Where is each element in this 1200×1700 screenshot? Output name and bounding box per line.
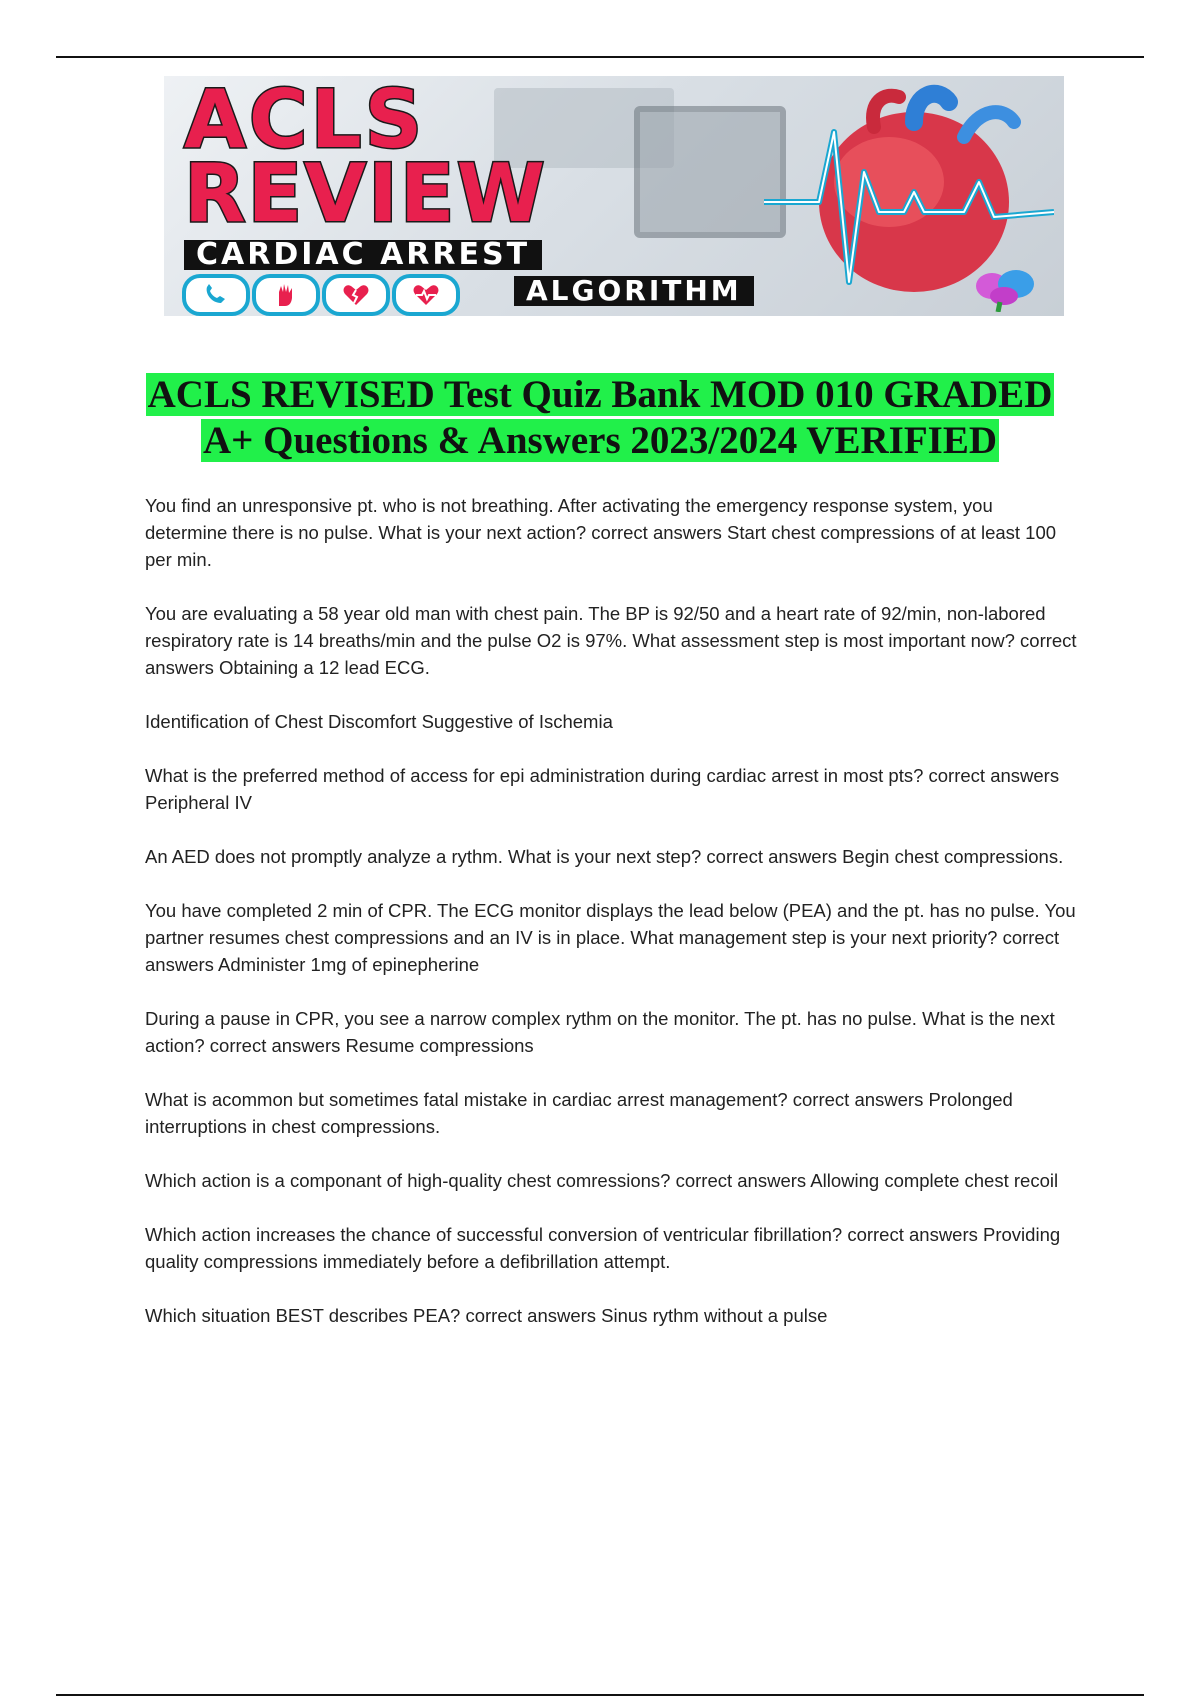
bottom-rule [56, 1694, 1144, 1696]
banner-title-line2: REVIEW [184, 147, 547, 240]
qa-paragraph: Which situation BEST describes PEA? correct answers Sinus rythm without a pulse [145, 1305, 828, 1326]
document-title [56, 372, 1144, 464]
qa-paragraph: You have completed 2 min of CPR. The ECG monitor displays the lead below (PEA) and the pt. has no pulse. You partner resumes chest compressions and an IV is in place. What management step is your next priority? correct answers Administer 1mg of epinepherine [145, 900, 1076, 975]
qa-paragraph: Which action increases the chance of successful conversion of ventricular fibrillation? correct answers Providing quality compressions immediately before a defibrillation attempt. [145, 1224, 1061, 1272]
section-heading: Identification of Chest Discomfort Suggestive of Ischemia [145, 711, 613, 732]
title-line-1: ACLS REVISED Test Quiz Bank MOD 010 GRADED [147, 373, 1053, 416]
banner-label-cardiac-arrest: CARDIAC ARREST [184, 240, 542, 270]
brain-icon [964, 266, 1044, 312]
qa-paragraph: An AED does not promptly analyze a rythm. What is your next step? correct answers Begin chest compressions. [145, 846, 1064, 867]
qa-paragraph: You find an unresponsive pt. who is not breathing. After activating the emergency response system, you determine there is no pulse. What is your next action? correct answers Start chest compressions of at least 100 per min. [145, 495, 1057, 570]
qa-paragraph: What is the preferred method of access for epi administration during cardiac arrest in most pts? correct answers Peripheral IV [145, 765, 1060, 813]
qa-paragraph: Which action is a componant of high-quality chest comressions? correct answers Allowing complete chest recoil [145, 1170, 1059, 1191]
hand-icon [252, 274, 320, 316]
qa-content [145, 492, 1080, 1356]
qa-paragraph: You are evaluating a 58 year old man with chest pain. The BP is 92/50 and a heart rate of 92/min, non-labored respiratory rate is 14 breaths/min and the pulse O2 is 97%. What assessment step is most important now? correct answers Obtaining a 12 lead ECG. [145, 603, 1077, 678]
phone-icon [182, 274, 250, 316]
qa-paragraph: What is acommon but sometimes fatal mistake in cardiac arrest management? correct answers Prolonged interruptions in chest compressions. [145, 1089, 1013, 1137]
top-rule [56, 56, 1144, 58]
heartbeat-icon [392, 274, 460, 316]
qa-paragraph: During a pause in CPR, you see a narrow complex rythm on the monitor. The pt. has no pulse. What is the next action? correct answers Resume compressions [145, 1008, 1055, 1056]
title-line-2: A+ Questions & Answers 2023/2024 VERIFIED [203, 419, 997, 462]
banner-title-line1: ACLS [184, 76, 426, 166]
banner-image [164, 76, 1064, 316]
banner-label-algorithm: ALGORITHM [514, 276, 754, 306]
broken-heart-icon [322, 274, 390, 316]
